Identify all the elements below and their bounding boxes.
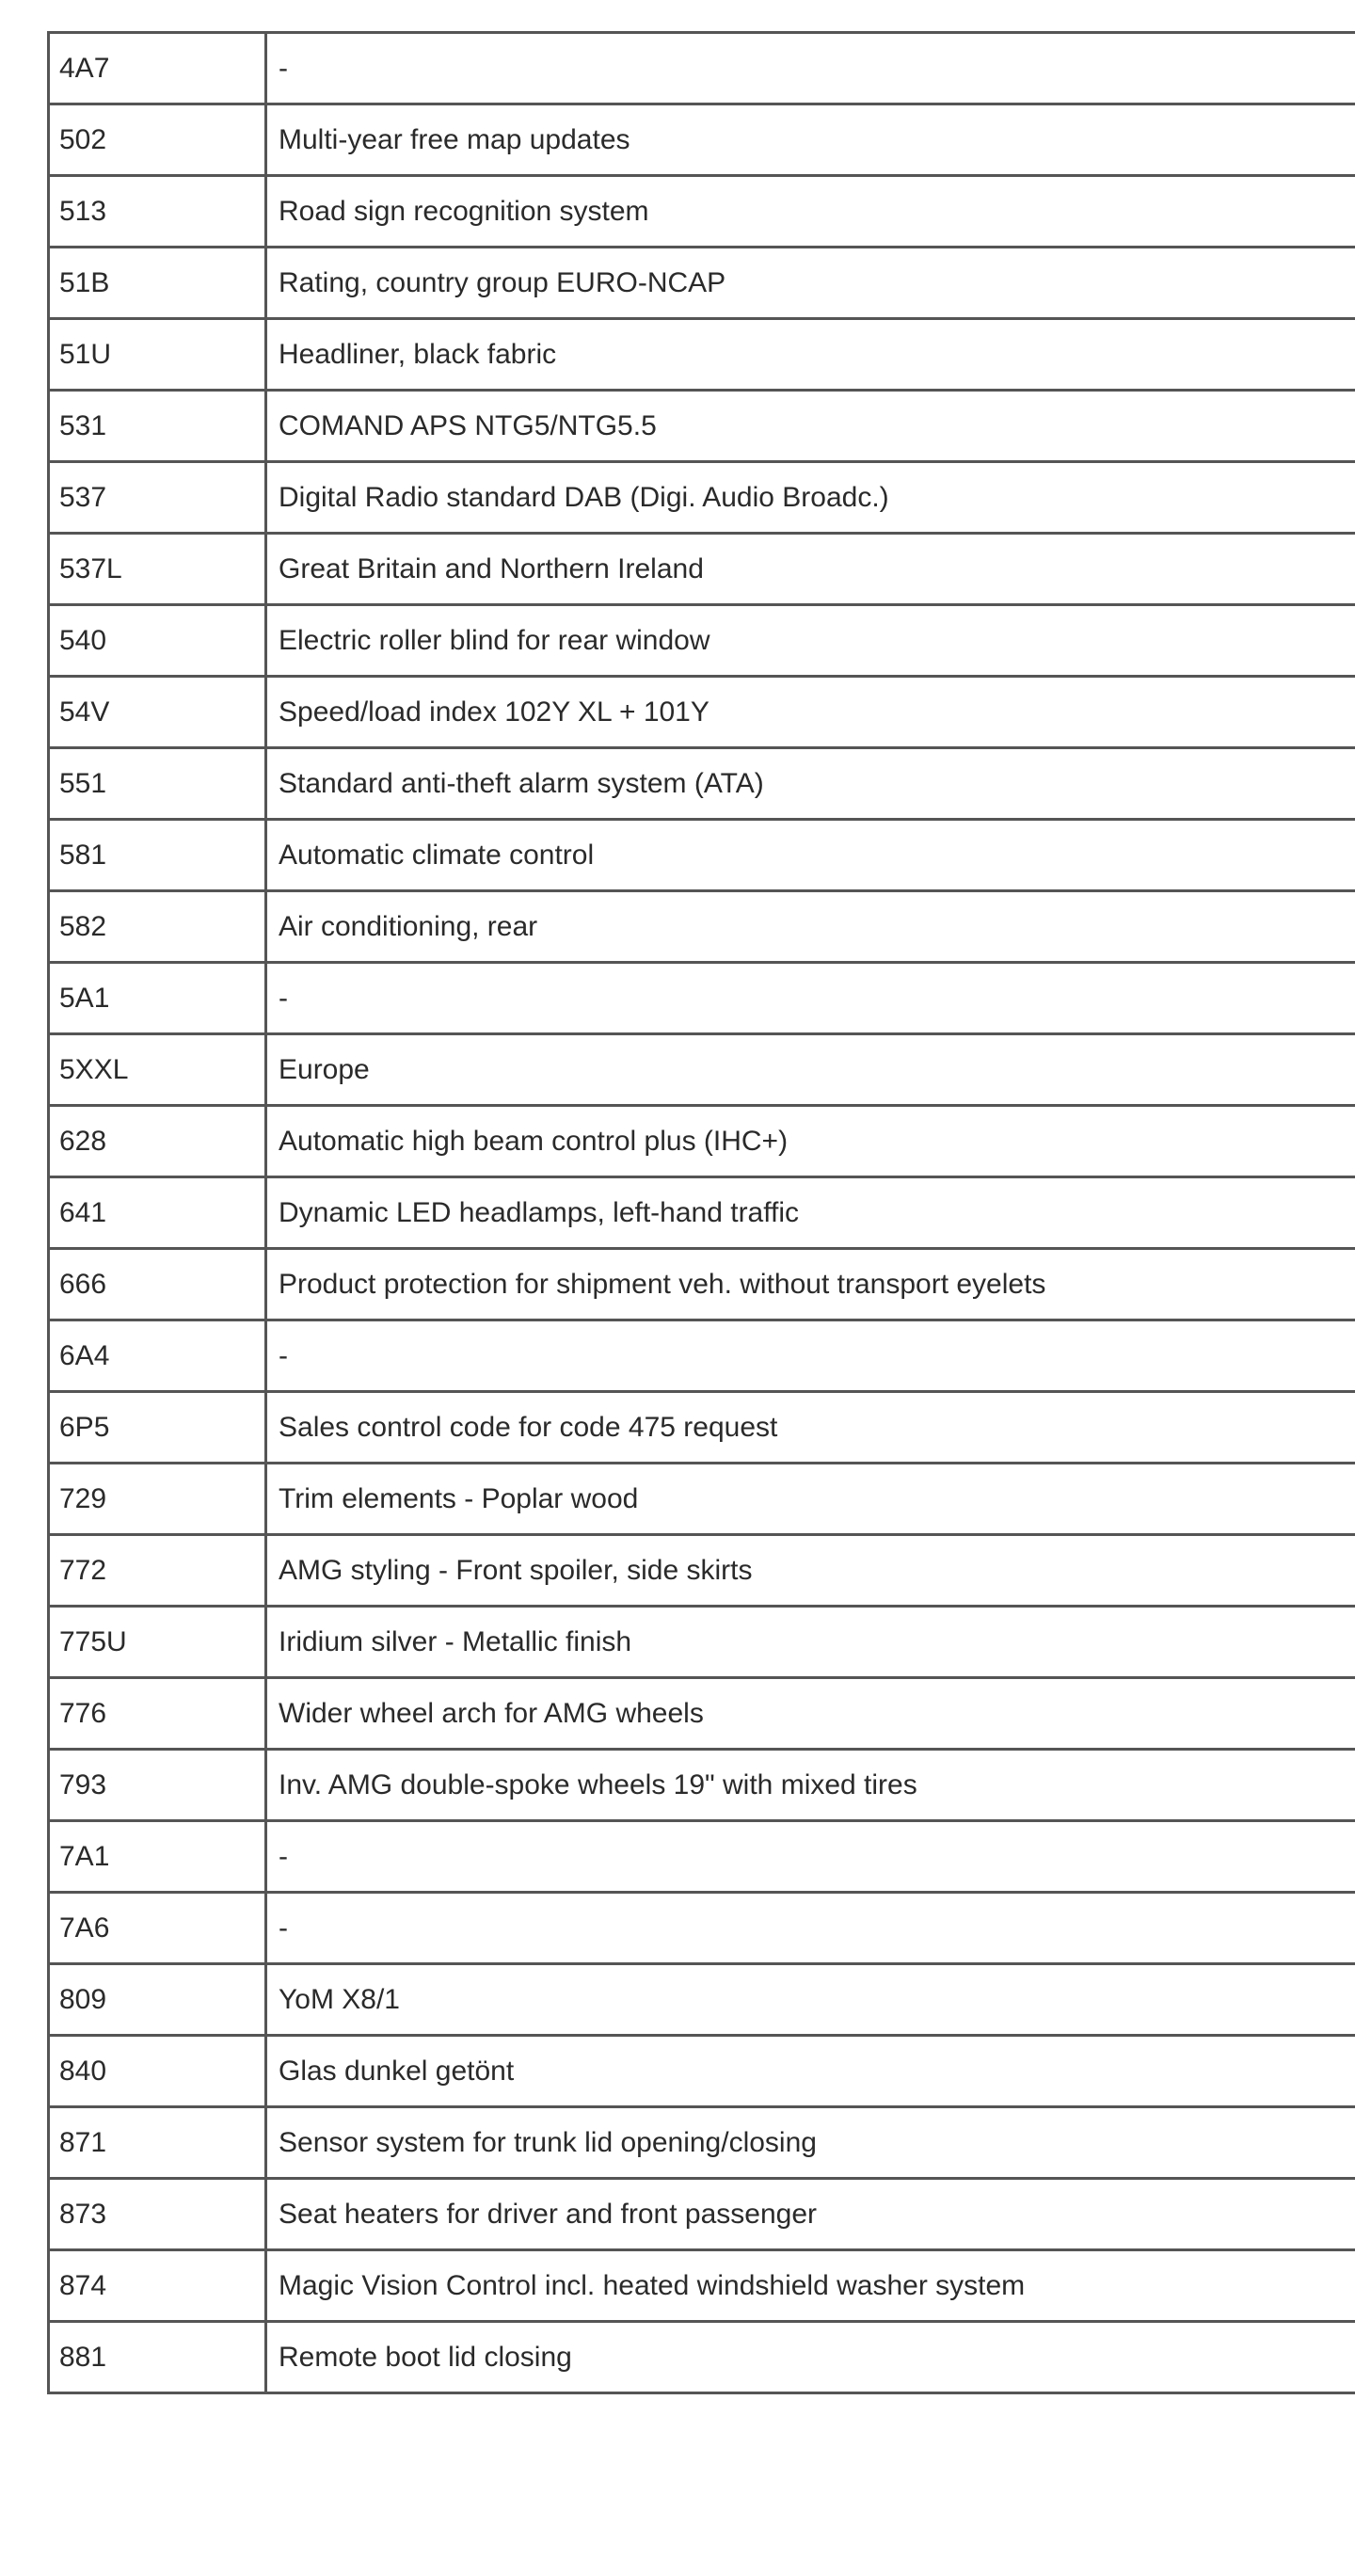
table-row (49, 963, 1355, 1034)
option-code-cell: 775U (49, 1607, 266, 1678)
table-row (49, 1893, 1355, 1964)
option-code-cell: 793 (49, 1750, 266, 1821)
table-row (49, 1964, 1355, 2036)
option-code-cell: 7A1 (49, 1821, 266, 1893)
option-description-cell: Electric roller blind for rear window (266, 605, 1355, 677)
option-description-cell: Iridium silver - Metallic finish (266, 1607, 1355, 1678)
table-row (49, 1249, 1355, 1320)
table-row (49, 1535, 1355, 1607)
option-code-cell: 531 (49, 391, 266, 462)
table-row (49, 891, 1355, 963)
option-code-cell: 513 (49, 176, 266, 248)
option-code-cell: 540 (49, 605, 266, 677)
table-row (49, 2107, 1355, 2179)
option-code-cell: 776 (49, 1678, 266, 1750)
option-description-cell: Air conditioning, rear (266, 891, 1355, 963)
table-row (49, 391, 1355, 462)
table-row (49, 1392, 1355, 1464)
option-code-cell: 666 (49, 1249, 266, 1320)
option-description-cell: Remote boot lid closing (266, 2322, 1355, 2393)
option-code-cell: 502 (49, 104, 266, 176)
option-code-cell: 840 (49, 2036, 266, 2107)
option-description-cell: Standard anti-theft alarm system (ATA) (266, 748, 1355, 820)
option-code-cell: 628 (49, 1106, 266, 1177)
option-code-cell: 641 (49, 1177, 266, 1249)
option-description-cell: Inv. AMG double-spoke wheels 19" with mixed tires (266, 1750, 1355, 1821)
option-description-cell: - (266, 1893, 1355, 1964)
option-description-cell: Digital Radio standard DAB (Digi. Audio Broadc.) (266, 462, 1355, 534)
option-description-cell: Road sign recognition system (266, 176, 1355, 248)
option-code-cell: 7A6 (49, 1893, 266, 1964)
option-description-cell: - (266, 33, 1355, 104)
option-description-cell: Trim elements - Poplar wood (266, 1464, 1355, 1535)
option-code-cell: 871 (49, 2107, 266, 2179)
option-description-cell: Europe (266, 1034, 1355, 1106)
table-row (49, 605, 1355, 677)
option-description-cell: Automatic climate control (266, 820, 1355, 891)
option-code-cell: 581 (49, 820, 266, 891)
table-row (49, 2179, 1355, 2250)
option-description-cell: AMG styling - Front spoiler, side skirts (266, 1535, 1355, 1607)
table-row (49, 248, 1355, 319)
option-code-cell: 772 (49, 1535, 266, 1607)
option-description-cell: Magic Vision Control incl. heated windshield washer system (266, 2250, 1355, 2322)
option-description-cell: - (266, 1821, 1355, 1893)
option-codes-table-wrapper (47, 31, 1355, 2394)
option-description-cell: YoM X8/1 (266, 1964, 1355, 2036)
option-code-cell: 5A1 (49, 963, 266, 1034)
option-description-cell: Automatic high beam control plus (IHC+) (266, 1106, 1355, 1177)
table-row (49, 820, 1355, 891)
option-code-cell: 5XXL (49, 1034, 266, 1106)
option-description-cell: - (266, 1320, 1355, 1392)
table-row (49, 1320, 1355, 1392)
option-description-cell: Dynamic LED headlamps, left-hand traffic (266, 1177, 1355, 1249)
option-code-cell: 873 (49, 2179, 266, 2250)
option-description-cell: Wider wheel arch for AMG wheels (266, 1678, 1355, 1750)
option-description-cell: Speed/load index 102Y XL + 101Y (266, 677, 1355, 748)
table-row (49, 677, 1355, 748)
table-row (49, 319, 1355, 391)
table-row (49, 2036, 1355, 2107)
table-row (49, 1464, 1355, 1535)
option-description-cell: Rating, country group EURO-NCAP (266, 248, 1355, 319)
option-description-cell: COMAND APS NTG5/NTG5.5 (266, 391, 1355, 462)
option-code-cell: 51U (49, 319, 266, 391)
option-code-cell: 54V (49, 677, 266, 748)
option-code-cell: 582 (49, 891, 266, 963)
option-code-cell: 51B (49, 248, 266, 319)
option-description-cell: Great Britain and Northern Ireland (266, 534, 1355, 605)
option-code-cell: 537 (49, 462, 266, 534)
table-row (49, 33, 1355, 104)
option-code-cell: 551 (49, 748, 266, 820)
table-row (49, 462, 1355, 534)
option-codes-table-body (49, 33, 1355, 2393)
option-codes-table (47, 31, 1355, 2394)
option-code-cell: 809 (49, 1964, 266, 2036)
option-code-cell: 881 (49, 2322, 266, 2393)
table-row (49, 1106, 1355, 1177)
table-row (49, 176, 1355, 248)
table-row (49, 1607, 1355, 1678)
table-row (49, 1821, 1355, 1893)
option-code-cell: 6A4 (49, 1320, 266, 1392)
option-code-cell: 6P5 (49, 1392, 266, 1464)
option-description-cell: Headliner, black fabric (266, 319, 1355, 391)
option-code-cell: 874 (49, 2250, 266, 2322)
table-row (49, 748, 1355, 820)
option-code-cell: 4A7 (49, 33, 266, 104)
option-description-cell: Sensor system for trunk lid opening/closing (266, 2107, 1355, 2179)
option-code-cell: 537L (49, 534, 266, 605)
table-row (49, 1750, 1355, 1821)
option-description-cell: Multi-year free map updates (266, 104, 1355, 176)
table-row (49, 2250, 1355, 2322)
table-row (49, 1678, 1355, 1750)
option-description-cell: Seat heaters for driver and front passenger (266, 2179, 1355, 2250)
table-row (49, 1177, 1355, 1249)
table-row (49, 2322, 1355, 2393)
table-row (49, 534, 1355, 605)
option-code-cell: 729 (49, 1464, 266, 1535)
option-description-cell: Glas dunkel getönt (266, 2036, 1355, 2107)
table-row (49, 104, 1355, 176)
option-description-cell: Product protection for shipment veh. without transport eyelets (266, 1249, 1355, 1320)
option-description-cell: - (266, 963, 1355, 1034)
table-row (49, 1034, 1355, 1106)
option-description-cell: Sales control code for code 475 request (266, 1392, 1355, 1464)
